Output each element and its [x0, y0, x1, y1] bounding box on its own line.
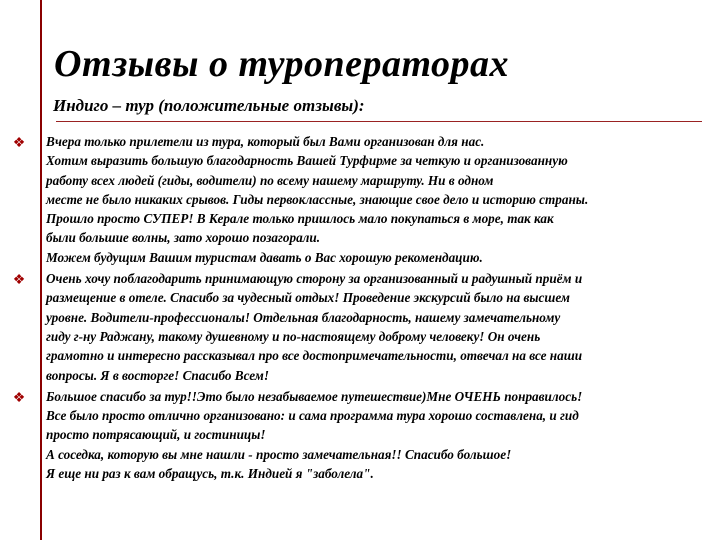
review-line: Прошло просто СУПЕР! В Керале только пришлось мало покупаться в море, так как [46, 211, 554, 227]
review-line: просто потрясающий, и гостиницы! [46, 427, 266, 443]
review-line: вопросы. Я в восторге! Спасибо Всем! [46, 367, 269, 383]
review-line: Очень хочу поблагодарить принимающую сторону за организованный и радушный приём и [46, 271, 583, 287]
title-divider [56, 121, 702, 122]
review-line: А соседка, которую вы мне нашли - просто замечательная!! Спасибо большое! [46, 446, 512, 462]
page-title: Отзывы о туроператорах [54, 43, 510, 85]
review-list [0, 132, 720, 483]
review-line: Большое спасибо за тур!!Это было незабываемое путешествие)Мне ОЧЕНЬ понравилось! [46, 388, 583, 404]
review-line: были большие волны, зато хорошо позагорали. [46, 230, 321, 246]
diamond-bullet-icon: ❖ [12, 390, 26, 406]
review-line: уровне. Водители-профессионалы! Отдельная благодарность, нашему замечательному [46, 309, 561, 325]
review-line: Все было просто отлично организовано: и сама программа тура хорошо составлена, и гид [46, 408, 579, 424]
review-line: Я еще ни раз к вам обращусь, т.к. Индией я "заболела". [46, 466, 374, 482]
review-item [0, 132, 720, 267]
review-line: работу всех людей (гиды, водители) по всему нашему маршруту. Ни в одном [46, 172, 494, 188]
review-line: грамотно и интересно рассказывал про все достопримечательности, отвечал на все наши [46, 348, 583, 364]
review-item [0, 387, 720, 483]
page-subtitle: Индиго – тур (положительные отзывы): [53, 96, 365, 115]
diamond-bullet-icon: ❖ [12, 136, 26, 151]
review-line: размещение в отеле. Спасибо за чудесный отдых! Проведение экскурсий было на высшем [46, 290, 570, 306]
review-line: Вчера только прилетели из тура, который был Вами организован для нас. [46, 134, 485, 149]
review-line: месте не было никаких срывов. Гиды первоклассные, знающие свое дело и историю страны. [46, 191, 589, 207]
review-item [0, 269, 720, 385]
review-line: Хотим выразить большую благодарность Вашей Турфирме за четкую и организованную [46, 153, 568, 169]
review-line: Можем будущим Вашим туристам давать о Вас хорошую рекомендацию. [46, 249, 483, 265]
diamond-bullet-icon: ❖ [12, 273, 26, 289]
review-line: гиду г-ну Раджану, такому душевному и по-настоящему доброму человеку! Он очень [46, 328, 541, 344]
